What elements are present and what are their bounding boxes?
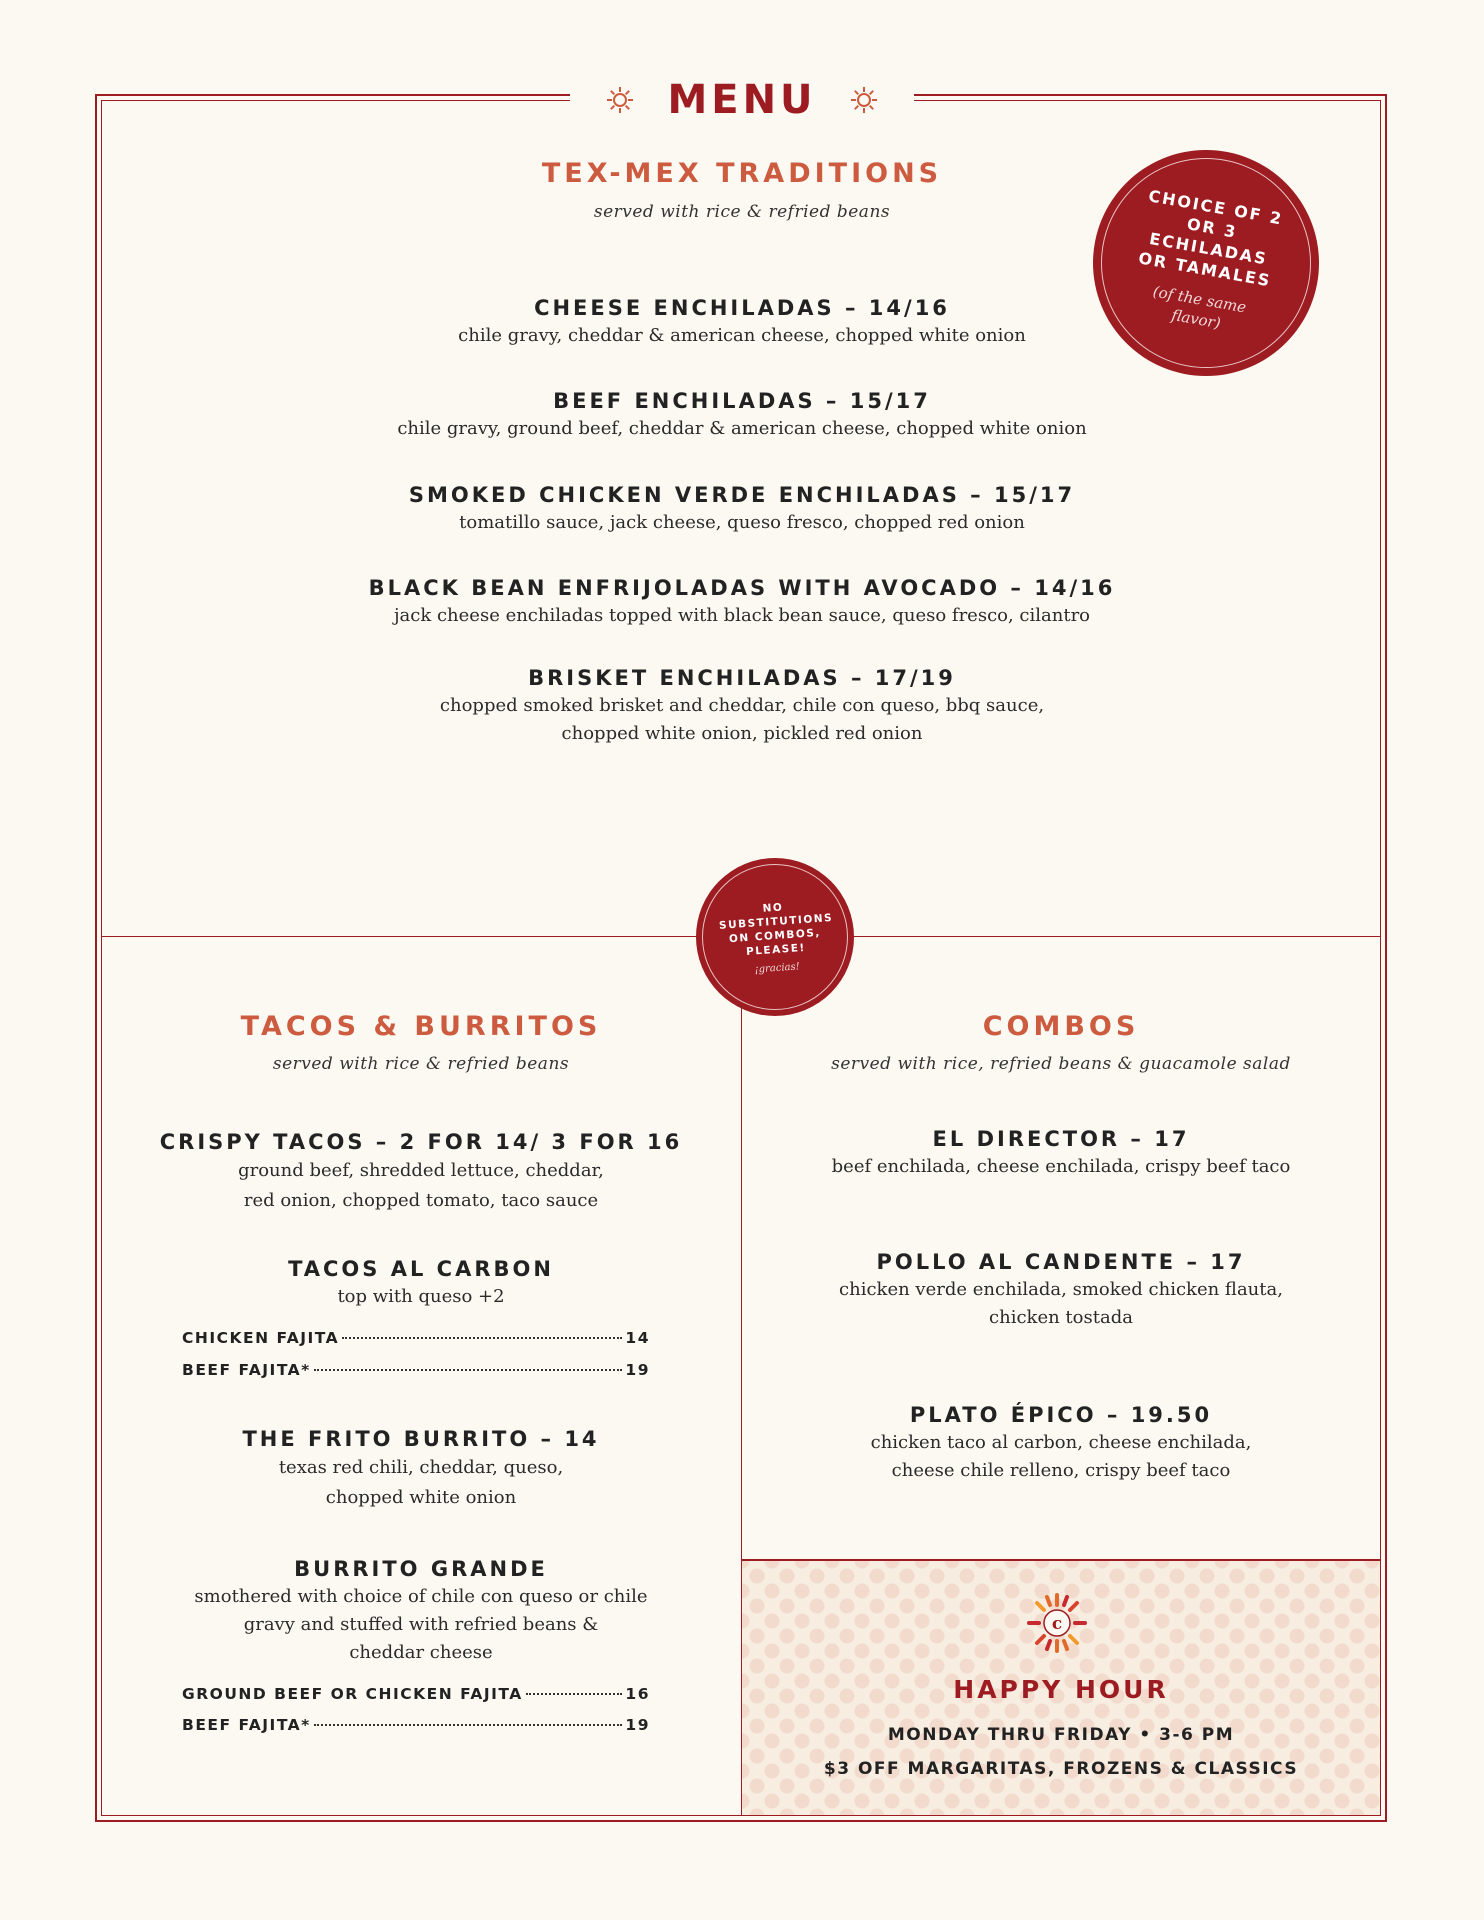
item-description: smothered with choice of chile con queso or chile [194,1586,648,1607]
menu-item-el-director [742,1125,1380,1181]
item-name: CHEESE ENCHILADAS – 14/16 [534,296,950,320]
menu-item-frito-burrito [101,1425,741,1513]
menu-item-plato-epico [742,1401,1380,1485]
menu-item-black-bean-enfrijoladas [300,574,1184,630]
dot-leader [342,1337,622,1339]
happy-hour-panel [742,1559,1380,1815]
item-name: BURRITO GRANDE [294,1557,548,1581]
dot-leader [314,1369,623,1371]
badge-note: (of the same flavor) [1151,282,1248,333]
menu-item-brisket-enchiladas [300,664,1184,748]
item-name: PLATO ÉPICO – 19.50 [909,1403,1213,1427]
item-description: chile gravy, ground beef, cheddar & american cheese, chopped white onion [397,418,1087,439]
happy-hour-offer: $3 OFF MARGARITAS, FROZENS & CLASSICS [823,1759,1299,1779]
price-label: GROUND BEEF OR CHICKEN FAJITA [182,1685,523,1703]
choice-badge [1093,150,1319,376]
menu-title-bar [570,70,914,130]
restaurant-logo-icon [1025,1591,1089,1655]
item-description: chile gravy, cheddar & american cheese, chopped white onion [458,325,1026,346]
item-description: cheddar cheese [349,1642,493,1663]
item-name: EL DIRECTOR – 17 [932,1127,1190,1151]
item-description: chopped white onion, pickled red onion [561,723,923,744]
no-substitutions-badge [696,858,854,1016]
item-description: gravy and stuffed with refried beans & [243,1614,599,1635]
sun-ornament-icon [605,85,635,115]
item-description: chopped white onion [325,1487,517,1508]
logo-letter: c [1051,1614,1063,1634]
item-description: top with queso +2 [337,1286,505,1307]
item-description: chicken verde enchilada, smoked chicken flauta, [839,1279,1283,1300]
item-description: tomatillo sauce, jack cheese, queso fresco, chopped red onion [459,512,1025,533]
item-description: red onion, chopped tomato, taco sauce [243,1190,599,1211]
menu-item-crispy-tacos [101,1128,741,1216]
item-name: BRISKET ENCHILADAS – 17/19 [528,666,956,690]
badge-note: ¡gracias! [754,960,801,975]
happy-hour-schedule: MONDAY THRU FRIDAY • 3-6 PM [887,1725,1235,1745]
item-description: chicken tostada [989,1307,1133,1328]
section-subtitle-tex-mex: served with rice & refried beans [593,202,891,222]
section-subtitle-combos: served with rice, refried beans & guacamole salad [831,1054,1291,1074]
item-name: BEEF ENCHILADAS – 15/17 [553,389,931,413]
item-name: CRISPY TACOS – 2 FOR 14/ 3 FOR 16 [159,1130,683,1154]
item-description: jack cheese enchiladas topped with black bean sauce, queso fresco, cilantro [393,605,1091,626]
price-value: 16 [625,1685,650,1703]
menu-item-burrito-grande [101,1555,741,1667]
item-name: POLLO AL CANDENTE – 17 [876,1250,1246,1274]
menu-item-cheese-enchiladas [300,294,1184,350]
price-label: BEEF FAJITA* [182,1716,311,1734]
menu-item-pollo-al-candente [742,1248,1380,1332]
happy-hour-title: HAPPY HOUR [953,1675,1169,1704]
section-subtitle-tacos: served with rice & refried beans [272,1054,570,1074]
item-description: beef enchilada, cheese enchilada, crispy beef taco [831,1156,1291,1177]
price-value: 19 [625,1716,650,1734]
badge-main-text: CHOICE OF 2 OR 3 ECHILADAS OR TAMALES [1136,186,1285,291]
item-description: ground beef, shredded lettuce, cheddar, [238,1160,604,1181]
menu-item-tacos-al-carbon [101,1255,741,1311]
price-value: 19 [625,1361,650,1379]
price-label: BEEF FAJITA* [182,1361,311,1379]
item-name: BLACK BEAN ENFRIJOLADAS WITH AVOCADO – 14/16 [368,576,1116,600]
dot-leader [314,1724,623,1726]
item-name: THE FRITO BURRITO – 14 [242,1427,600,1451]
price-label: CHICKEN FAJITA [182,1329,340,1347]
menu-item-beef-enchiladas [300,387,1184,443]
item-name: SMOKED CHICKEN VERDE ENCHILADAS – 15/17 [408,483,1076,507]
page-title: MENU [667,77,817,123]
price-row-ground-beef-or-chicken [182,1685,650,1703]
dot-leader [526,1693,623,1695]
section-heading-tacos: TACOS & BURRITOS [240,1011,602,1042]
price-row-chicken-fajita [182,1329,650,1347]
price-value: 14 [625,1329,650,1347]
badge-main-text: NO SUBSTITUTIONS ON COMBOS, PLEASE! [718,900,834,958]
item-description: chicken taco al carbon, cheese enchilada, [870,1432,1252,1453]
price-row-beef-fajita [182,1361,650,1379]
sun-ornament-icon [849,85,879,115]
item-description: chopped smoked brisket and cheddar, chile con queso, bbq sauce, [439,695,1045,716]
menu-item-smoked-chicken-verde [300,481,1184,537]
item-description: cheese chile relleno, crispy beef taco [891,1460,1231,1481]
section-heading-combos: COMBOS [982,1011,1140,1042]
price-row-beef-fajita-grande [182,1716,650,1734]
item-description: texas red chili, cheddar, queso, [278,1457,564,1478]
section-heading-tex-mex: TEX-MEX TRADITIONS [541,158,943,189]
item-name: TACOS AL CARBON [288,1257,554,1281]
